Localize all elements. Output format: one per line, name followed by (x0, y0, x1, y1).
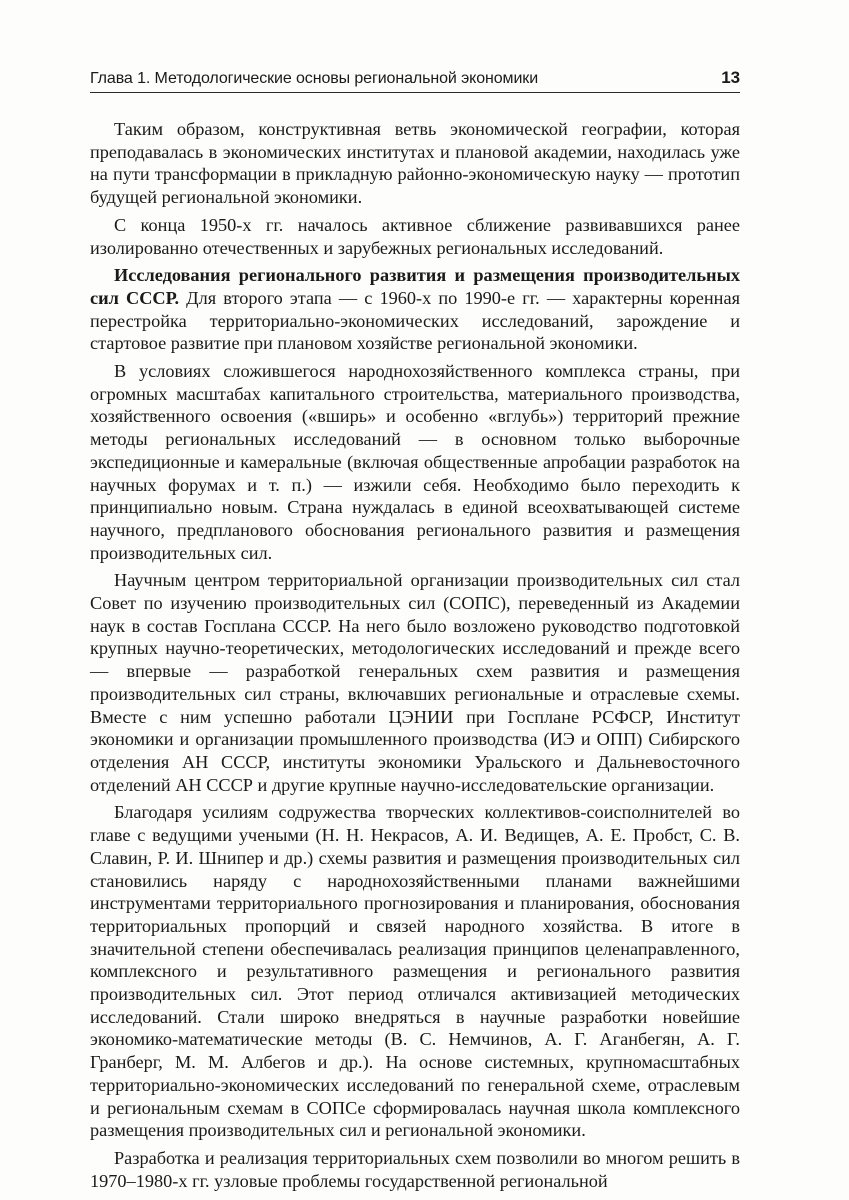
paragraph (90, 360, 740, 564)
paragraph-text: Благодаря усилиям содружества творческих коллективов-соисполнителей во главе с ведущими учеными (Н. Н. Некрасов, А. И. Ведищев, А. Е. Пробст, С. В. Славин, Р. И. Шнипер и др.) схемы развития и размещения производительных сил становились наряду с народнохозяйственными планами важнейшими инструментами территориального прогнозирования и планирования, обоснования территориальных пропорций и связей народного хозяйства. В итоге в значительной степени обеспечивалась реализация принципов целенаправленного, комплексного и результативного размещения и регионального развития производительных сил. Этот период отличался активизацией методических исследований. Стали широко внедряться в научные разработки новейшие экономико-математические методы (В. С. Немчинов, А. Г. Аганбегян, А. Г. Гранберг, М. М. Албегов и др.). На основе системных, крупномасштабных территориально-экономических исследований по генеральной схеме, отраслевым и региональным схемам в СОПСе сформировалась научная школа комплексного размещения производительных сил и региональной экономики. (90, 802, 740, 1141)
paragraph-text: Для второго этапа — с 1960-х по 1990-е гг. — характерны коренная перестройка территориально-экономических исследований, зарождение и стартовое развитие при плановом хозяйстве региональной экономики. (90, 287, 740, 354)
body-text (90, 118, 740, 1192)
paragraph-text: Разработка и реализация территориальных схем позволили во многом решить в 1970–1980-х гг. узловые проблемы государственной региональной (90, 1147, 740, 1191)
paragraph (90, 214, 740, 259)
paragraph-text: С конца 1950-х гг. началось активное сближение развивавшихся ранее изолированно отечественных и зарубежных региональных исследований. (90, 214, 740, 258)
paragraph (90, 264, 740, 355)
paragraph (90, 569, 740, 796)
chapter-title: Глава 1. Методологические основы региональной экономики (90, 70, 539, 87)
running-header (90, 66, 740, 93)
paragraph-text: В условиях сложившегося народнохозяйственного комплекса страны, при огромных масштабах капитального строительства, материального производства, хозяйственного освоения («вширь» и особенно «вглубь») территорий прежние методы региональных исследований — в основном только выборочные экспедиционные и камеральные (включая общественные апробации разработок на научных форумах и т. п.) — изжили себя. Необходимо было переходить к принципиально новым. Страна нуждалась в единой всеохватывающей системе научного, предпланового обоснования регионального развития и размещения производительных сил. (90, 361, 740, 563)
paragraph-lead-heading: Исследования регионального развития и размещения производительных сил СССР. (90, 265, 740, 308)
paragraph-text: Научным центром территориальной организации производительных сил стал Совет по изучению производительных сил (СОПС), переведенный из Академии наук в состав Госплана СССР. На него было возложено руководство подготовкой крупных научно-теоретических, методологических исследований и прежде всего — впервые — разработкой генеральных схем развития и размещения производительных сил страны, включавших региональные и отраслевые схемы. Вместе с ним успешно работали ЦЭНИИ при Госплане РСФСР, Институт экономики и организации промышленного производства (ИЭ и ОПП) Сибирского отделения АН СССР, институты экономики Уральского и Дальневосточного отделений АН СССР и другие крупные научно-исследовательские организации. (90, 570, 740, 795)
paragraph (90, 118, 740, 209)
page-number: 13 (721, 68, 740, 87)
paragraph-text: Таким образом, конструктивная ветвь экономической географии, которая преподавалась в экономических институтах и плановой академии, находилась уже на пути трансформации в прикладную районно-экономическую науку — прототип будущей региональной экономики. (90, 119, 740, 208)
paragraph (90, 801, 740, 1142)
paragraph (90, 1147, 740, 1192)
